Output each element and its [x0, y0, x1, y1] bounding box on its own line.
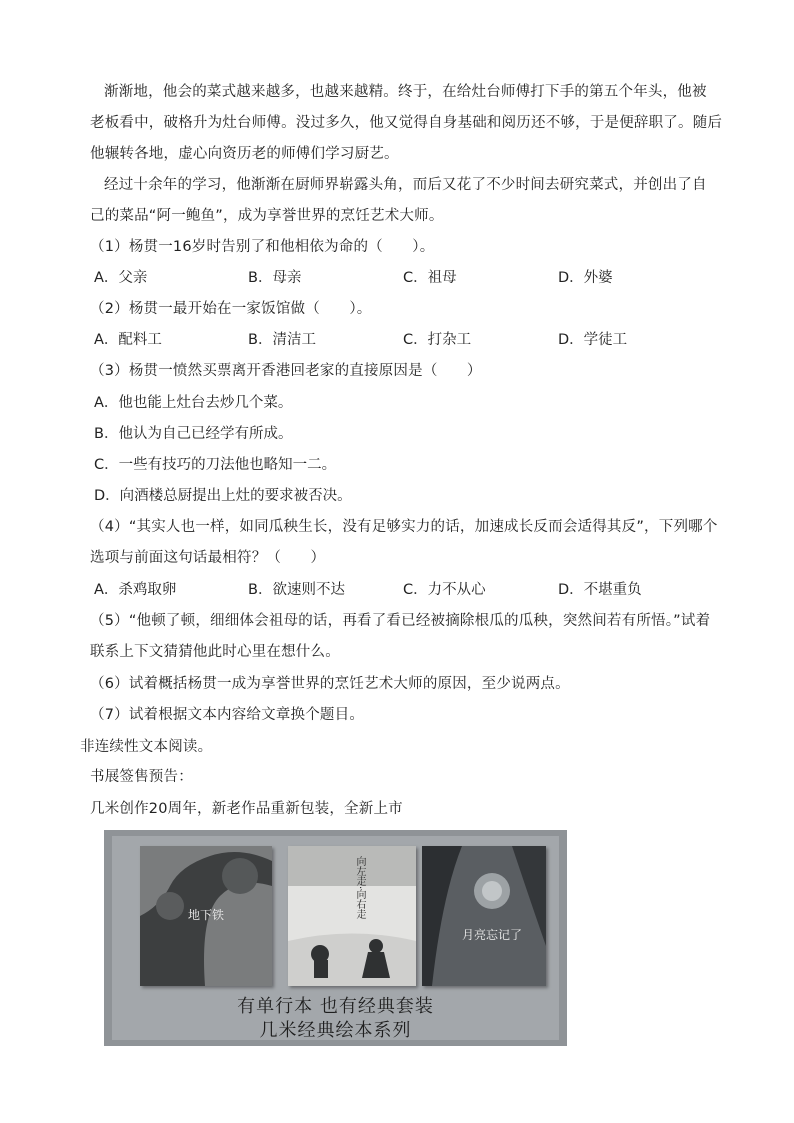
passage-line: 老板看中，破格升为灶台师傅。没过多久，他又觉得自身基础和阅历还不够，于是便辞职了。随后	[90, 115, 723, 131]
question-3: （3）杨贯一愤然买票离开香港回老家的直接原因是（ ）	[90, 363, 482, 379]
q3-option-d: D．向酒楼总厨提出上灶的要求被否决。	[94, 488, 352, 504]
question-4-cont: 选项与前面这句话最相符？（ ）	[90, 550, 326, 566]
q4-option-c: C．力不从心	[403, 582, 486, 598]
question-1: （1）杨贯一16岁时告别了和他相依为命的（ ）。	[90, 239, 435, 255]
question-6: （6）试着概括杨贯一成为享誉世界的烹饪艺术大师的原因，至少说两点。	[90, 676, 570, 692]
q1-option-d: D．外婆	[558, 270, 613, 286]
book3-title: 月亮忘记了	[462, 928, 523, 942]
passage-line: 经过十余年的学习，他渐渐在厨师界崭露头角，而后又花了不少时间去研究菜式，并创出了自	[104, 177, 707, 193]
passage-line: 己的菜品“阿一鲍鱼”，成为享誉世界的烹饪艺术大师。	[90, 208, 444, 224]
book1-title: 地下铁	[188, 908, 225, 922]
photo-background	[112, 836, 559, 1040]
question-5-cont: 联系上下文猜猜他此时心里在想什么。	[90, 644, 340, 660]
q3-option-a: A．他也能上灶台去炒几个菜。	[94, 395, 293, 411]
announcement-title: 书展签售预告：	[90, 769, 193, 785]
q3-option-c: C．一些有技巧的刀法他也略知一二。	[94, 457, 337, 473]
question-4: （4）“其实人也一样，如同瓜秧生长，没有足够实力的话，加速成长反而会适得其反”，下列哪个	[90, 519, 718, 535]
book2-title: 向左走·向右走	[354, 856, 365, 920]
book-cover-subway	[140, 846, 272, 986]
book-cover-moon-forgot	[422, 846, 546, 986]
moon-illustration	[422, 846, 546, 986]
q2-option-c: C．打杂工	[403, 332, 472, 348]
passage-line: 他辗转各地，虚心向资历老的师傅们学习厨艺。	[90, 146, 399, 162]
section-heading: 非连续性文本阅读。	[80, 739, 213, 755]
passage-line: 渐渐地，他会的菜式越来越多，也越来越精。终于，在给灶台师傅打下手的第五个年头，他被	[104, 84, 707, 100]
q3-option-b: B．他认为自己已经学有所成。	[94, 426, 293, 442]
question-5: （5）“他顿了顿，细细体会祖母的话，再看了看已经被摘除根瓜的瓜秧，突然间若有所悟。”试着	[90, 613, 711, 629]
promo-caption-2: 几米经典绘本系列	[259, 1020, 412, 1041]
announcement-text: 几米创作20周年，新老作品重新包装，全新上市	[90, 801, 403, 817]
q2-option-a: A．配料工	[94, 332, 162, 348]
q4-option-b: B．欲速则不达	[248, 582, 345, 598]
q4-option-a: A．杀鸡取卵	[94, 582, 177, 598]
book-cover-turn-left-turn-right	[288, 846, 416, 986]
q1-option-c: C．祖母	[403, 270, 457, 286]
q2-option-d: D．学徒工	[558, 332, 628, 348]
q1-option-b: B．母亲	[248, 270, 302, 286]
question-2: （2）杨贯一最开始在一家饭馆做（ ）。	[90, 301, 372, 317]
question-7: （7）试着根据文本内容给文章换个题目。	[90, 707, 365, 723]
q4-option-d: D．不堪重负	[558, 582, 642, 598]
book-promo-photo	[104, 830, 567, 1046]
q1-option-a: A．父亲	[94, 270, 148, 286]
promo-caption-1: 有单行本 也有经典套装	[237, 996, 434, 1017]
q2-option-b: B．清洁工	[248, 332, 316, 348]
